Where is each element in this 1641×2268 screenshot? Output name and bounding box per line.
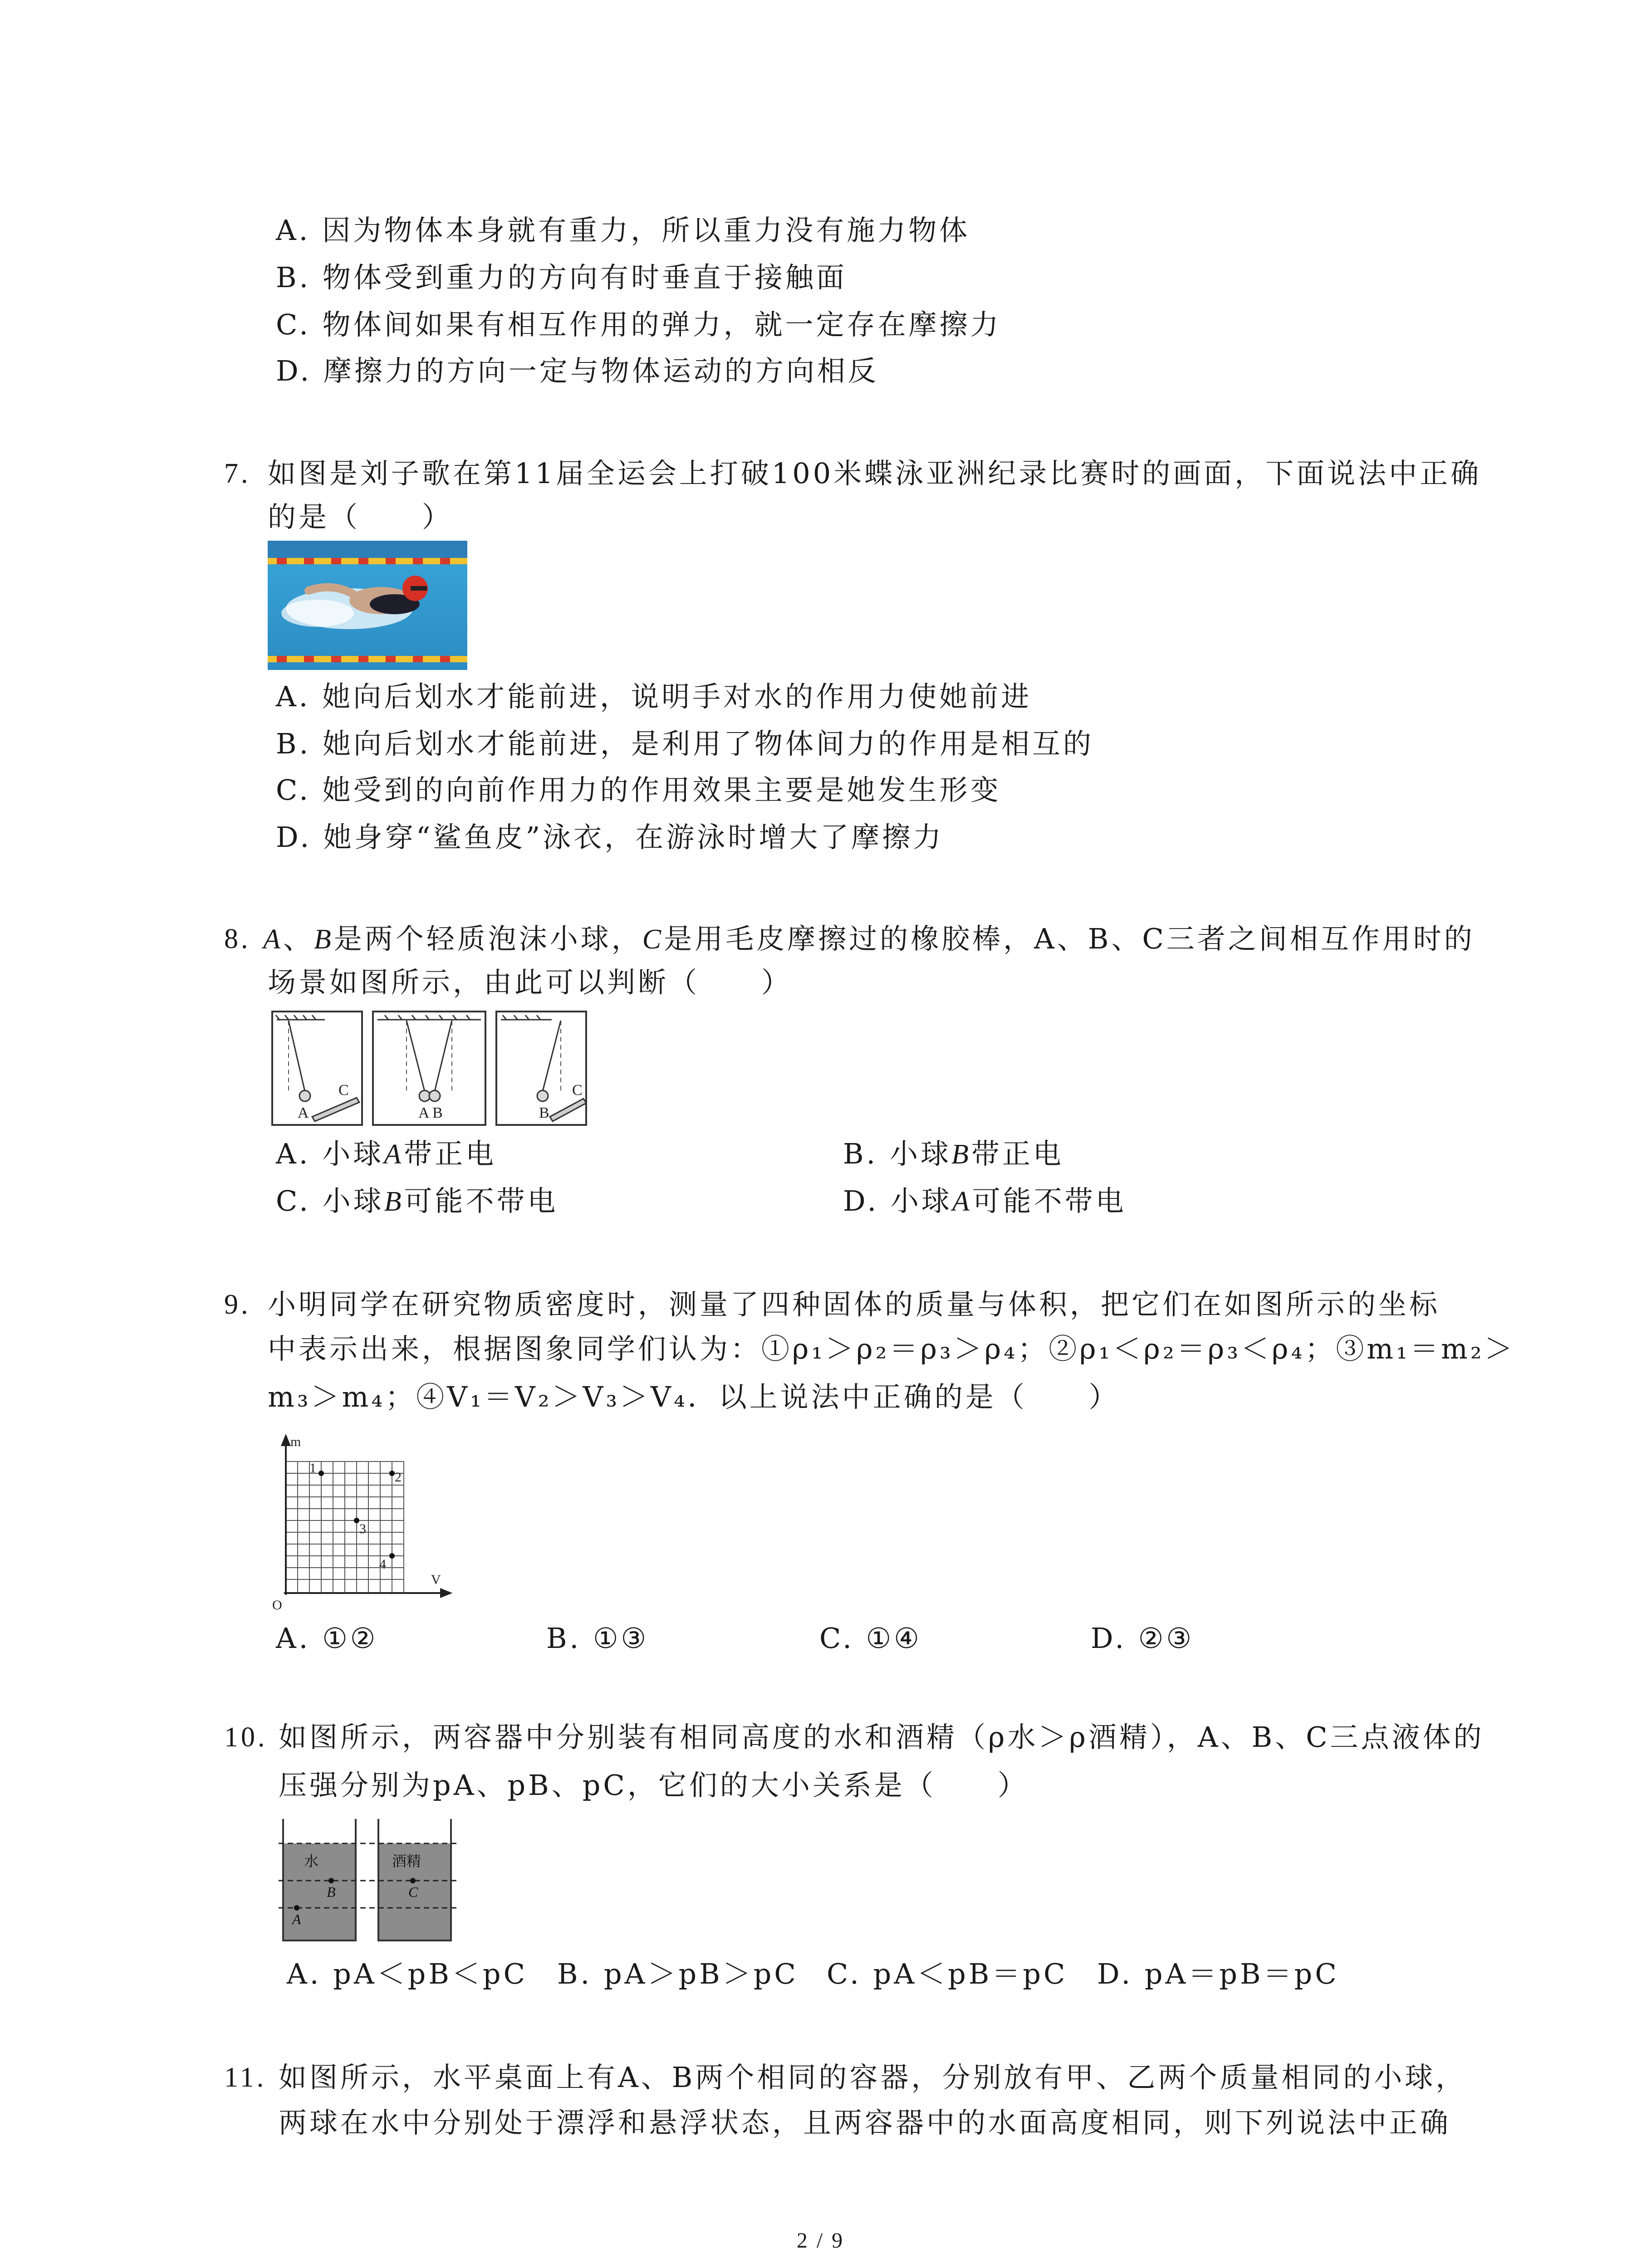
q7-stem-line2: 的是（ ） xyxy=(268,500,453,533)
label-b: B xyxy=(327,1884,336,1900)
q7-stem-line1: 如图是刘子歌在第11届全运会上打破100米蝶泳亚洲纪录比赛时的画面，下面说法中正确 xyxy=(268,457,1482,490)
q8-stem-rest: 是用毛皮摩擦过的橡胶棒，A、B、C三者之间相互作用时的 xyxy=(664,922,1475,955)
swimmer-photo xyxy=(268,541,467,670)
q8-var-c: C xyxy=(642,924,664,955)
x-axis-arrow xyxy=(441,1589,450,1597)
q8-option-a xyxy=(276,1136,496,1173)
q8-b-post: 带正电 xyxy=(971,1137,1064,1170)
point-label-4: 4 xyxy=(379,1557,386,1572)
point-4 xyxy=(389,1553,395,1559)
label-c: C xyxy=(408,1884,418,1900)
q7-option-b: B. 她向后划水才能前进，是利用了物体间力的作用是相互的 xyxy=(276,727,1094,760)
q9-number: 9. xyxy=(224,1289,251,1320)
q11-stem-line1: 如图所示，水平桌面上有A、B两个相同的容器，分别放有甲、乙两个质量相同的小球， xyxy=(279,2061,1467,2094)
ball-a-1 xyxy=(299,1090,310,1101)
q8-c-post: 可能不带电 xyxy=(404,1184,558,1217)
q9-option-d: D. ②③ xyxy=(1091,1622,1195,1655)
q9-option-a: A. ①② xyxy=(276,1622,378,1655)
mass-volume-graph xyxy=(272,1434,454,1611)
q9-stem-line1: 小明同学在研究物质密度时，测量了四种固体的质量与体积，把它们在如图所示的坐标 xyxy=(268,1288,1440,1321)
label-water: 水 xyxy=(304,1853,319,1870)
label-alcohol: 酒精 xyxy=(392,1853,421,1870)
q8-stem-line1 xyxy=(263,921,1475,958)
q7-option-c: C. 她受到的向前作用力的作用效果主要是她发生形变 xyxy=(276,773,1001,807)
q9-stem-line2: 中表示出来，根据图象同学们认为：①ρ₁＞ρ₂＝ρ₃＞ρ₄；②ρ₁＜ρ₂＝ρ₃＜ρ₄；③m₁＝m₂＞ xyxy=(268,1332,1515,1365)
q8-c-pre: C. 小球 xyxy=(276,1184,384,1217)
q8-number: 8. xyxy=(224,924,251,954)
point-b xyxy=(328,1878,334,1883)
q6-option-b: B. 物体受到重力的方向有时垂直于接触面 xyxy=(276,261,847,294)
ball-b-2 xyxy=(429,1090,440,1101)
q7-option-a: A. 她向后划水才能前进，说明手对水的作用力使她前进 xyxy=(276,680,1032,713)
q8-c-var: B xyxy=(384,1186,404,1217)
q9-stem-line3: m₃＞m₄；④V₁＝V₂＞V₃＞V₄．以上说法中正确的是（ ） xyxy=(268,1380,1120,1413)
q10-option-a: A. pA＜pB＜pC xyxy=(287,1957,528,1990)
fig8-label-ab: A B xyxy=(418,1105,443,1121)
point-1 xyxy=(318,1471,324,1476)
q8-a-var: A xyxy=(384,1139,404,1170)
panel-1-frame xyxy=(272,1012,362,1125)
fig8-label-a: A xyxy=(298,1105,309,1121)
q8-option-c xyxy=(276,1183,558,1220)
fig8-label-c3: C xyxy=(572,1082,583,1099)
q8-var-b: B xyxy=(314,924,334,955)
q6-option-d: D. 摩擦力的方向一定与物体运动的方向相反 xyxy=(276,354,879,387)
point-label-2: 2 xyxy=(395,1470,402,1485)
charged-balls-figure xyxy=(270,1010,588,1128)
q8-option-d xyxy=(843,1183,1127,1220)
q11-number: 11. xyxy=(224,2062,267,2093)
ball-a-2 xyxy=(419,1090,430,1101)
ball-b-3 xyxy=(537,1090,548,1101)
q10-number: 10. xyxy=(224,1722,268,1753)
q8-d-var: A xyxy=(952,1186,972,1217)
q8-stem-line2: 场景如图所示，由此可以判断（ ） xyxy=(268,966,793,999)
y-axis-arrow xyxy=(282,1436,289,1445)
q7-number: 7. xyxy=(224,458,251,489)
point-c xyxy=(410,1878,416,1883)
q8-stem-mid: 是两个轻质泡沫小球， xyxy=(333,922,642,955)
rod-c-3 xyxy=(550,1099,586,1121)
page-number: 2 / 9 xyxy=(796,2229,845,2253)
q8-var-a: A xyxy=(263,924,283,955)
fig8-label-b: B xyxy=(539,1105,549,1121)
q6-option-c: C. 物体间如果有相互作用的弹力，就一定存在摩擦力 xyxy=(276,308,1001,341)
point-3 xyxy=(354,1518,359,1523)
q8-a-post: 带正电 xyxy=(404,1137,497,1170)
q7-option-d: D. 她身穿“鲨鱼皮”泳衣，在游泳时增大了摩擦力 xyxy=(276,821,944,854)
rod-c-1 xyxy=(312,1098,359,1121)
point-a xyxy=(294,1905,299,1911)
q9-option-c: C. ①④ xyxy=(819,1622,922,1655)
q6-option-a: A. 因为物体本身就有重力，所以重力没有施力物体 xyxy=(276,214,970,247)
q9-option-b: B. ①③ xyxy=(546,1622,649,1655)
axis-label-v: V xyxy=(431,1572,441,1587)
q8-b-var: B xyxy=(951,1139,971,1170)
label-a: A xyxy=(292,1911,301,1927)
q8-d-post: 可能不带电 xyxy=(972,1184,1127,1217)
q8-a-pre: A. 小球 xyxy=(276,1137,384,1170)
q10-stem-line2: 压强分别为pA、pB、pC，它们的大小关系是（ ） xyxy=(279,1769,1029,1802)
origin-label: O xyxy=(272,1598,282,1611)
containers-figure xyxy=(279,1817,460,1944)
q10-stem-line1: 如图所示，两容器中分别装有相同高度的水和酒精（ρ水＞ρ酒精），A、B、C三点液体的 xyxy=(279,1721,1484,1754)
q8-b-pre: B. 小球 xyxy=(843,1137,951,1170)
fig8-label-c1: C xyxy=(338,1082,349,1099)
q11-stem-line2: 两球在水中分别处于漂浮和悬浮状态，且两容器中的水面高度相同，则下列说法中正确 xyxy=(279,2106,1451,2139)
q8-sep: 、 xyxy=(283,922,314,955)
axis-label-m: m xyxy=(290,1434,301,1449)
point-label-3: 3 xyxy=(359,1521,366,1536)
q10-option-c: C. pA＜pB＝pC xyxy=(827,1957,1068,1990)
q8-d-pre: D. 小球 xyxy=(843,1184,952,1217)
point-2 xyxy=(389,1471,395,1476)
q10-option-d: D. pA＝pB＝pC xyxy=(1097,1957,1339,1990)
q8-option-b xyxy=(843,1136,1064,1173)
point-label-1: 1 xyxy=(309,1461,316,1476)
q10-option-b: B. pA＞pB＞pC xyxy=(557,1957,798,1990)
